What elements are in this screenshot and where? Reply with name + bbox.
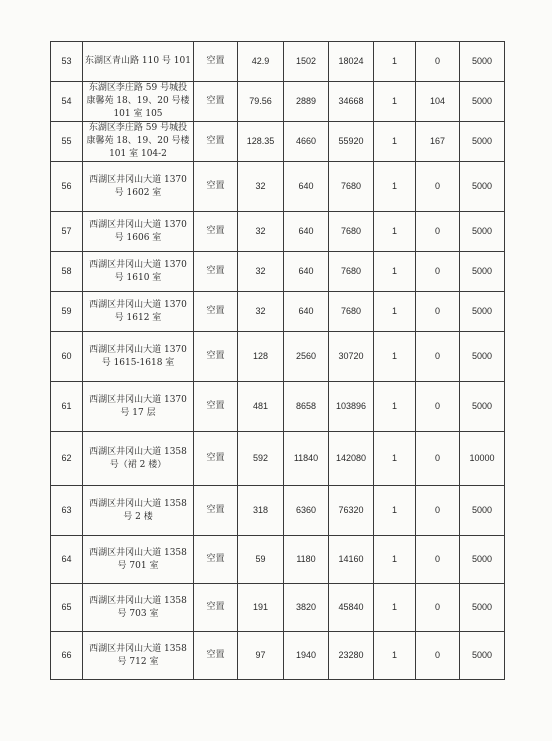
value-cell: 0: [416, 212, 460, 252]
status-cell: 空置: [194, 122, 238, 162]
annual-rent-cell: 103896: [329, 382, 374, 432]
status-cell: 空置: [194, 82, 238, 122]
table-row: [51, 536, 505, 584]
row-number: 55: [51, 122, 83, 162]
value-cell: 0: [416, 632, 460, 680]
deposit-cell: 5000: [460, 486, 505, 536]
row-number: 64: [51, 536, 83, 584]
annual-rent-cell: 55920: [329, 122, 374, 162]
annual-rent-cell: 18024: [329, 42, 374, 82]
monthly-rent-cell: 8658: [284, 382, 329, 432]
table-row: [51, 212, 505, 252]
value-cell: 0: [416, 162, 460, 212]
count-cell: 1: [374, 252, 416, 292]
table-row: [51, 584, 505, 632]
monthly-rent-cell: 640: [284, 292, 329, 332]
count-cell: 1: [374, 632, 416, 680]
table-row: [51, 122, 505, 162]
deposit-cell: 5000: [460, 332, 505, 382]
deposit-cell: 5000: [460, 42, 505, 82]
annual-rent-cell: 7680: [329, 162, 374, 212]
table-row: [51, 82, 505, 122]
status-cell: 空置: [194, 332, 238, 382]
area-cell: 481: [238, 382, 284, 432]
annual-rent-cell: 76320: [329, 486, 374, 536]
area-cell: 592: [238, 432, 284, 486]
area-cell: 191: [238, 584, 284, 632]
value-cell: 104: [416, 82, 460, 122]
row-number: 57: [51, 212, 83, 252]
area-cell: 59: [238, 536, 284, 584]
value-cell: 0: [416, 486, 460, 536]
area-cell: 318: [238, 486, 284, 536]
monthly-rent-cell: 2889: [284, 82, 329, 122]
count-cell: 1: [374, 332, 416, 382]
monthly-rent-cell: 6360: [284, 486, 329, 536]
address-cell: 西湖区井冈山大道 1370 号 1612 室: [83, 292, 194, 332]
table-body: [51, 42, 505, 680]
row-number: 65: [51, 584, 83, 632]
value-cell: 0: [416, 42, 460, 82]
area-cell: 32: [238, 162, 284, 212]
table-row: [51, 632, 505, 680]
deposit-cell: 5000: [460, 632, 505, 680]
area-cell: 128: [238, 332, 284, 382]
value-cell: 0: [416, 292, 460, 332]
address-cell: 东湖区李庄路 59 号城投康馨苑 18、19、20 号楼 101 室 104-2: [83, 122, 194, 162]
deposit-cell: 5000: [460, 212, 505, 252]
deposit-cell: 5000: [460, 584, 505, 632]
deposit-cell: 5000: [460, 122, 505, 162]
address-cell: 东湖区青山路 110 号 101: [83, 42, 194, 82]
count-cell: 1: [374, 536, 416, 584]
annual-rent-cell: 7680: [329, 212, 374, 252]
count-cell: 1: [374, 382, 416, 432]
deposit-cell: 5000: [460, 82, 505, 122]
status-cell: 空置: [194, 162, 238, 212]
row-number: 54: [51, 82, 83, 122]
area-cell: 42.9: [238, 42, 284, 82]
address-cell: 西湖区井冈山大道 1370 号 1610 室: [83, 252, 194, 292]
property-table: [50, 41, 505, 680]
count-cell: 1: [374, 42, 416, 82]
row-number: 62: [51, 432, 83, 486]
row-number: 63: [51, 486, 83, 536]
count-cell: 1: [374, 486, 416, 536]
value-cell: 0: [416, 536, 460, 584]
table-row: [51, 432, 505, 486]
deposit-cell: 5000: [460, 292, 505, 332]
count-cell: 1: [374, 432, 416, 486]
address-cell: 西湖区井冈山大道 1358 号 703 室: [83, 584, 194, 632]
monthly-rent-cell: 640: [284, 162, 329, 212]
status-cell: 空置: [194, 584, 238, 632]
status-cell: 空置: [194, 252, 238, 292]
monthly-rent-cell: 640: [284, 212, 329, 252]
deposit-cell: 5000: [460, 382, 505, 432]
status-cell: 空置: [194, 42, 238, 82]
annual-rent-cell: 23280: [329, 632, 374, 680]
deposit-cell: 5000: [460, 252, 505, 292]
annual-rent-cell: 7680: [329, 292, 374, 332]
deposit-cell: 10000: [460, 432, 505, 486]
area-cell: 32: [238, 252, 284, 292]
monthly-rent-cell: 2560: [284, 332, 329, 382]
address-cell: 西湖区井冈山大道 1358 号 2 楼: [83, 486, 194, 536]
count-cell: 1: [374, 584, 416, 632]
status-cell: 空置: [194, 486, 238, 536]
status-cell: 空置: [194, 382, 238, 432]
row-number: 53: [51, 42, 83, 82]
table-row: [51, 252, 505, 292]
address-cell: 西湖区井冈山大道 1358 号 712 室: [83, 632, 194, 680]
monthly-rent-cell: 1940: [284, 632, 329, 680]
row-number: 61: [51, 382, 83, 432]
deposit-cell: 5000: [460, 536, 505, 584]
count-cell: 1: [374, 292, 416, 332]
address-cell: 西湖区井冈山大道 1370 号 17 层: [83, 382, 194, 432]
address-cell: 西湖区井冈山大道 1358 号 701 室: [83, 536, 194, 584]
value-cell: 0: [416, 584, 460, 632]
table-row: [51, 42, 505, 82]
table-row: [51, 292, 505, 332]
status-cell: 空置: [194, 632, 238, 680]
area-cell: 32: [238, 212, 284, 252]
status-cell: 空置: [194, 292, 238, 332]
row-number: 60: [51, 332, 83, 382]
value-cell: 0: [416, 382, 460, 432]
table-row: [51, 486, 505, 536]
address-cell: 西湖区井冈山大道 1370 号 1602 室: [83, 162, 194, 212]
table-row: [51, 162, 505, 212]
address-cell: 东湖区李庄路 59 号城投康馨苑 18、19、20 号楼 101 室 105: [83, 82, 194, 122]
address-cell: 西湖区井冈山大道 1358 号（裙 2 楼）: [83, 432, 194, 486]
status-cell: 空置: [194, 212, 238, 252]
table-row: [51, 382, 505, 432]
row-number: 56: [51, 162, 83, 212]
count-cell: 1: [374, 82, 416, 122]
area-cell: 32: [238, 292, 284, 332]
address-cell: 西湖区井冈山大道 1370 号 1615-1618 室: [83, 332, 194, 382]
monthly-rent-cell: 640: [284, 252, 329, 292]
annual-rent-cell: 30720: [329, 332, 374, 382]
monthly-rent-cell: 1180: [284, 536, 329, 584]
deposit-cell: 5000: [460, 162, 505, 212]
address-cell: 西湖区井冈山大道 1370 号 1606 室: [83, 212, 194, 252]
value-cell: 0: [416, 432, 460, 486]
row-number: 66: [51, 632, 83, 680]
annual-rent-cell: 7680: [329, 252, 374, 292]
row-number: 58: [51, 252, 83, 292]
annual-rent-cell: 14160: [329, 536, 374, 584]
monthly-rent-cell: 4660: [284, 122, 329, 162]
area-cell: 97: [238, 632, 284, 680]
value-cell: 0: [416, 332, 460, 382]
monthly-rent-cell: 1502: [284, 42, 329, 82]
count-cell: 1: [374, 212, 416, 252]
table-row: [51, 332, 505, 382]
status-cell: 空置: [194, 536, 238, 584]
area-cell: 128.35: [238, 122, 284, 162]
count-cell: 1: [374, 162, 416, 212]
row-number: 59: [51, 292, 83, 332]
value-cell: 167: [416, 122, 460, 162]
area-cell: 79.56: [238, 82, 284, 122]
annual-rent-cell: 45840: [329, 584, 374, 632]
annual-rent-cell: 34668: [329, 82, 374, 122]
value-cell: 0: [416, 252, 460, 292]
annual-rent-cell: 142080: [329, 432, 374, 486]
monthly-rent-cell: 3820: [284, 584, 329, 632]
monthly-rent-cell: 11840: [284, 432, 329, 486]
status-cell: 空置: [194, 432, 238, 486]
count-cell: 1: [374, 122, 416, 162]
